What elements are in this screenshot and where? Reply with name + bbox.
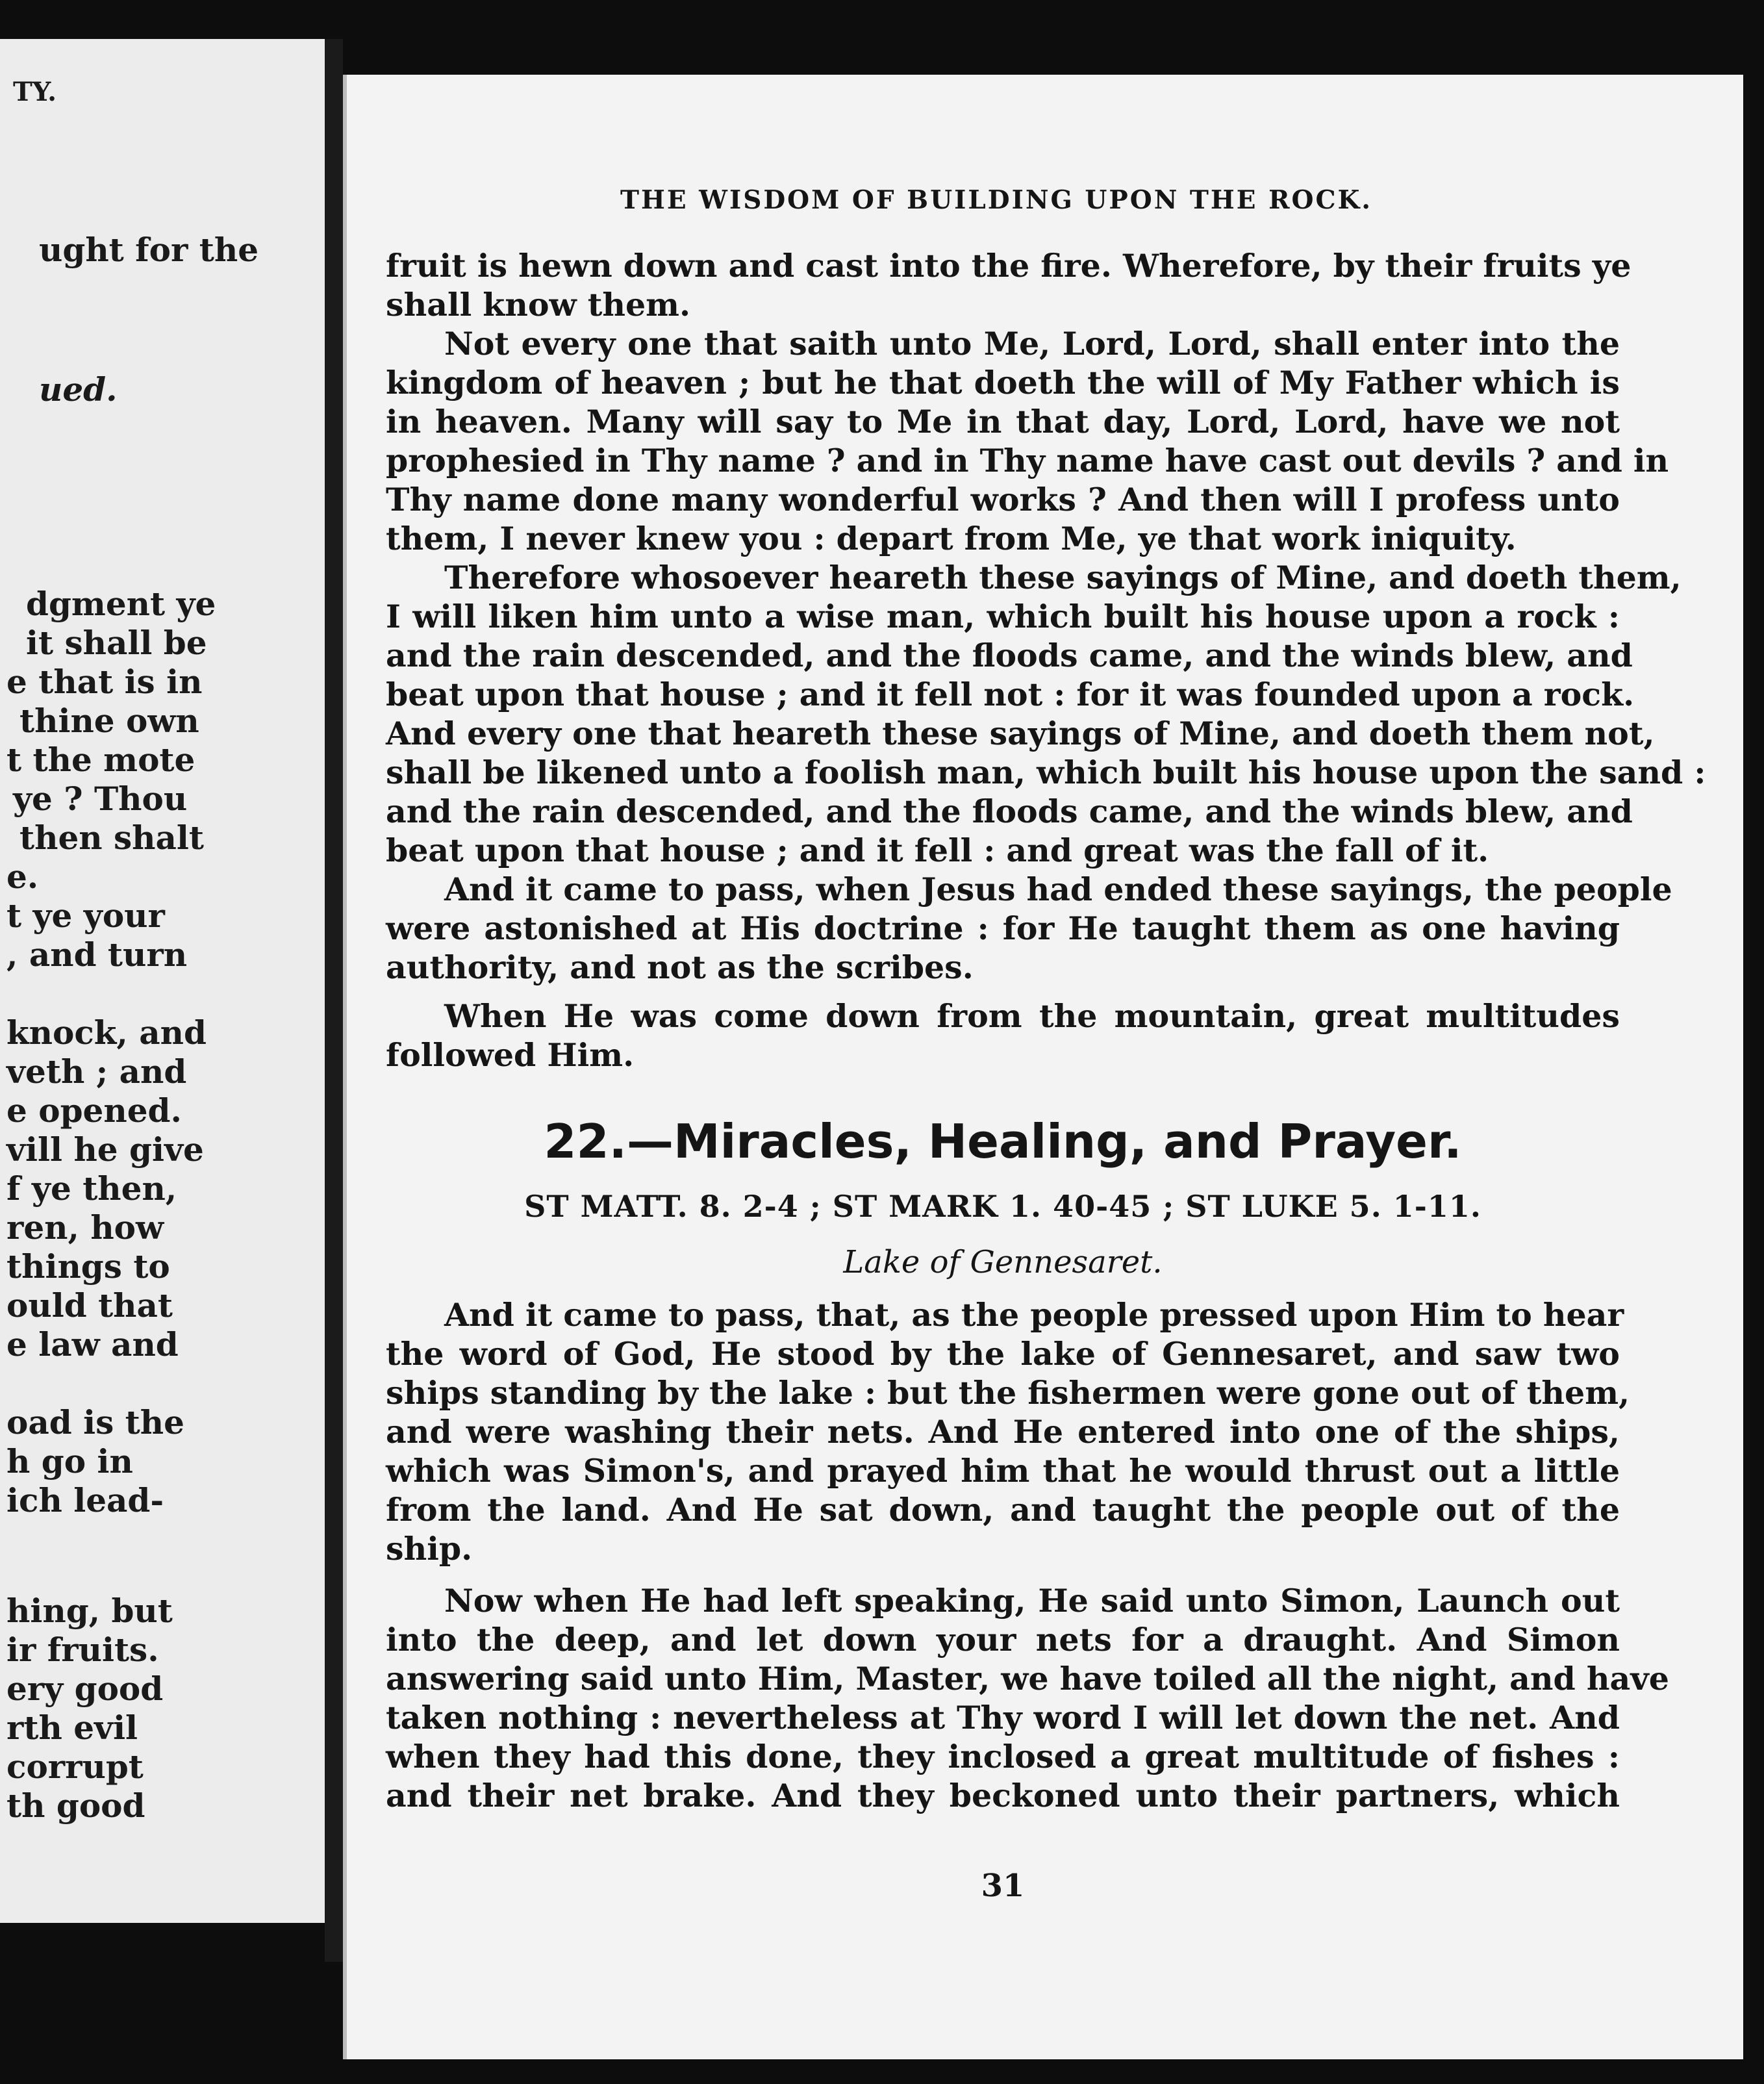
left-text-fragment: it shall be <box>26 624 207 662</box>
text-line: fruit is hewn down and cast into the fire. Wherefore, by their fruits ye <box>386 247 1632 285</box>
left-text-fragment: ye ? Thou <box>13 780 188 818</box>
text-line: taken nothing : nevertheless at Thy word I will let down the net. And <box>386 1699 1620 1736</box>
left-text-fragment: dgment ye <box>26 585 216 623</box>
scripture-references: ST MATT. 8. 2-4 ; ST MARK 1. 40-45 ; ST LUKE 5. 1-11. <box>524 1189 1481 1224</box>
left-text-fragment: ould that <box>6 1286 173 1325</box>
text-line: and were washing their nets. And He entered into one of the ships, <box>386 1413 1620 1451</box>
left-text-fragment: t ye your <box>6 896 165 935</box>
running-head: THE WISDOM OF BUILDING UPON THE ROCK. <box>620 185 1372 215</box>
left-text-fragment: things to <box>6 1247 170 1286</box>
left-text-fragment: corrupt <box>6 1747 144 1786</box>
text-line: Now when He had left speaking, He said unto Simon, Launch out <box>444 1582 1620 1620</box>
text-line: the word of God, He stood by the lake of Gennesaret, and saw two <box>386 1335 1620 1373</box>
left-text-fragment: knock, and <box>6 1013 207 1052</box>
left-text-fragment: then shalt <box>19 819 205 857</box>
left-text-fragment: , and turn <box>6 935 188 974</box>
left-page <box>0 39 331 1923</box>
left-text-fragment: ery good <box>6 1670 164 1708</box>
text-line: in heaven. Many will say to Me in that day, Lord, Lord, have we not <box>386 403 1620 440</box>
place-subtitle: Lake of Gennesaret. <box>843 1244 1163 1280</box>
left-text-fragment: h go in <box>6 1442 133 1480</box>
text-line: authority, and not as the scribes. <box>386 948 974 986</box>
text-line: shall be likened unto a foolish man, which built his house upon the sand : <box>386 754 1706 791</box>
left-text-fragment: e that is in <box>6 663 203 701</box>
page-number: 31 <box>981 1868 1025 1904</box>
text-line: from the land. And He sat down, and taught the people out of the <box>386 1491 1620 1529</box>
left-text-fragment: f ye then, <box>6 1169 177 1208</box>
text-line: And it came to pass, when Jesus had ended these sayings, the people <box>444 870 1672 908</box>
left-text-fragment: e law and <box>6 1325 179 1364</box>
left-text-fragment: e. <box>6 858 39 896</box>
left-text-fragment: veth ; and <box>6 1052 187 1091</box>
book-gutter <box>325 39 343 1962</box>
left-text-fragment: ught for the <box>39 231 259 269</box>
left-text-fragment: ich lead- <box>6 1481 164 1519</box>
left-running-head-fragment: TY. <box>13 77 57 107</box>
left-text-fragment: t the mote <box>6 741 195 779</box>
text-line: Thy name done many wonderful works ? And then will I profess unto <box>386 481 1620 518</box>
section-heading: 22.—Miracles, Healing, and Prayer. <box>544 1114 1462 1169</box>
text-line: I will liken him unto a wise man, which built his house upon a rock : <box>386 598 1620 635</box>
left-text-fragment: vill he give <box>6 1130 204 1169</box>
left-text-fragment: th good <box>6 1786 145 1825</box>
left-text-fragment: rth evil <box>6 1709 138 1747</box>
text-line: prophesied in Thy name ? and in Thy name have cast out devils ? and in <box>386 442 1669 479</box>
text-line: and the rain descended, and the floods came, and the winds blew, and <box>386 793 1633 830</box>
text-line: ships standing by the lake : but the fishermen were gone out of them, <box>386 1374 1630 1412</box>
text-line: when they had this done, they inclosed a great multitude of fishes : <box>386 1738 1620 1775</box>
left-text-fragment: ren, how <box>6 1208 164 1247</box>
left-text-fragment: e opened. <box>6 1091 182 1130</box>
left-text-fragment: hing, but <box>6 1592 173 1630</box>
text-line: Therefore whosoever heareth these sayings of Mine, and doeth them, <box>444 559 1682 596</box>
text-line: which was Simon's, and prayed him that he would thrust out a little <box>386 1452 1620 1490</box>
text-line: Not every one that saith unto Me, Lord, Lord, shall enter into the <box>444 325 1620 362</box>
text-line: and the rain descended, and the floods came, and the winds blew, and <box>386 637 1633 674</box>
left-text-fragment: thine own <box>19 702 199 740</box>
text-line: And every one that heareth these sayings of Mine, and doeth them not, <box>386 715 1655 752</box>
text-line: into the deep, and let down your nets for a draught. And Simon <box>386 1621 1620 1658</box>
text-line: beat upon that house ; and it fell : and great was the fall of it. <box>386 832 1489 869</box>
text-line: beat upon that house ; and it fell not : for it was founded upon a rock. <box>386 676 1635 713</box>
left-text-fragment: ir fruits. <box>6 1631 159 1669</box>
text-line: them, I never knew you : depart from Me, ye that work iniquity. <box>386 520 1517 557</box>
text-line: followed Him. <box>386 1036 635 1074</box>
text-line: and their net brake. And they beckoned unto their partners, which <box>386 1777 1620 1814</box>
text-line: shall know them. <box>386 286 691 324</box>
right-page <box>343 75 1743 2059</box>
text-line: And it came to pass, that, as the people pressed upon Him to hear <box>444 1296 1624 1334</box>
text-line: kingdom of heaven ; but he that doeth the will of My Father which is <box>386 364 1620 401</box>
text-line: answering said unto Him, Master, we have toiled all the night, and have <box>386 1660 1669 1697</box>
text-line: were astonished at His doctrine : for He taught them as one having <box>386 909 1620 947</box>
left-text-fragment: ued. <box>39 370 118 409</box>
left-text-fragment: oad is the <box>6 1403 184 1442</box>
text-line: When He was come down from the mountain, great multitudes <box>444 997 1620 1035</box>
text-line: ship. <box>386 1530 473 1568</box>
